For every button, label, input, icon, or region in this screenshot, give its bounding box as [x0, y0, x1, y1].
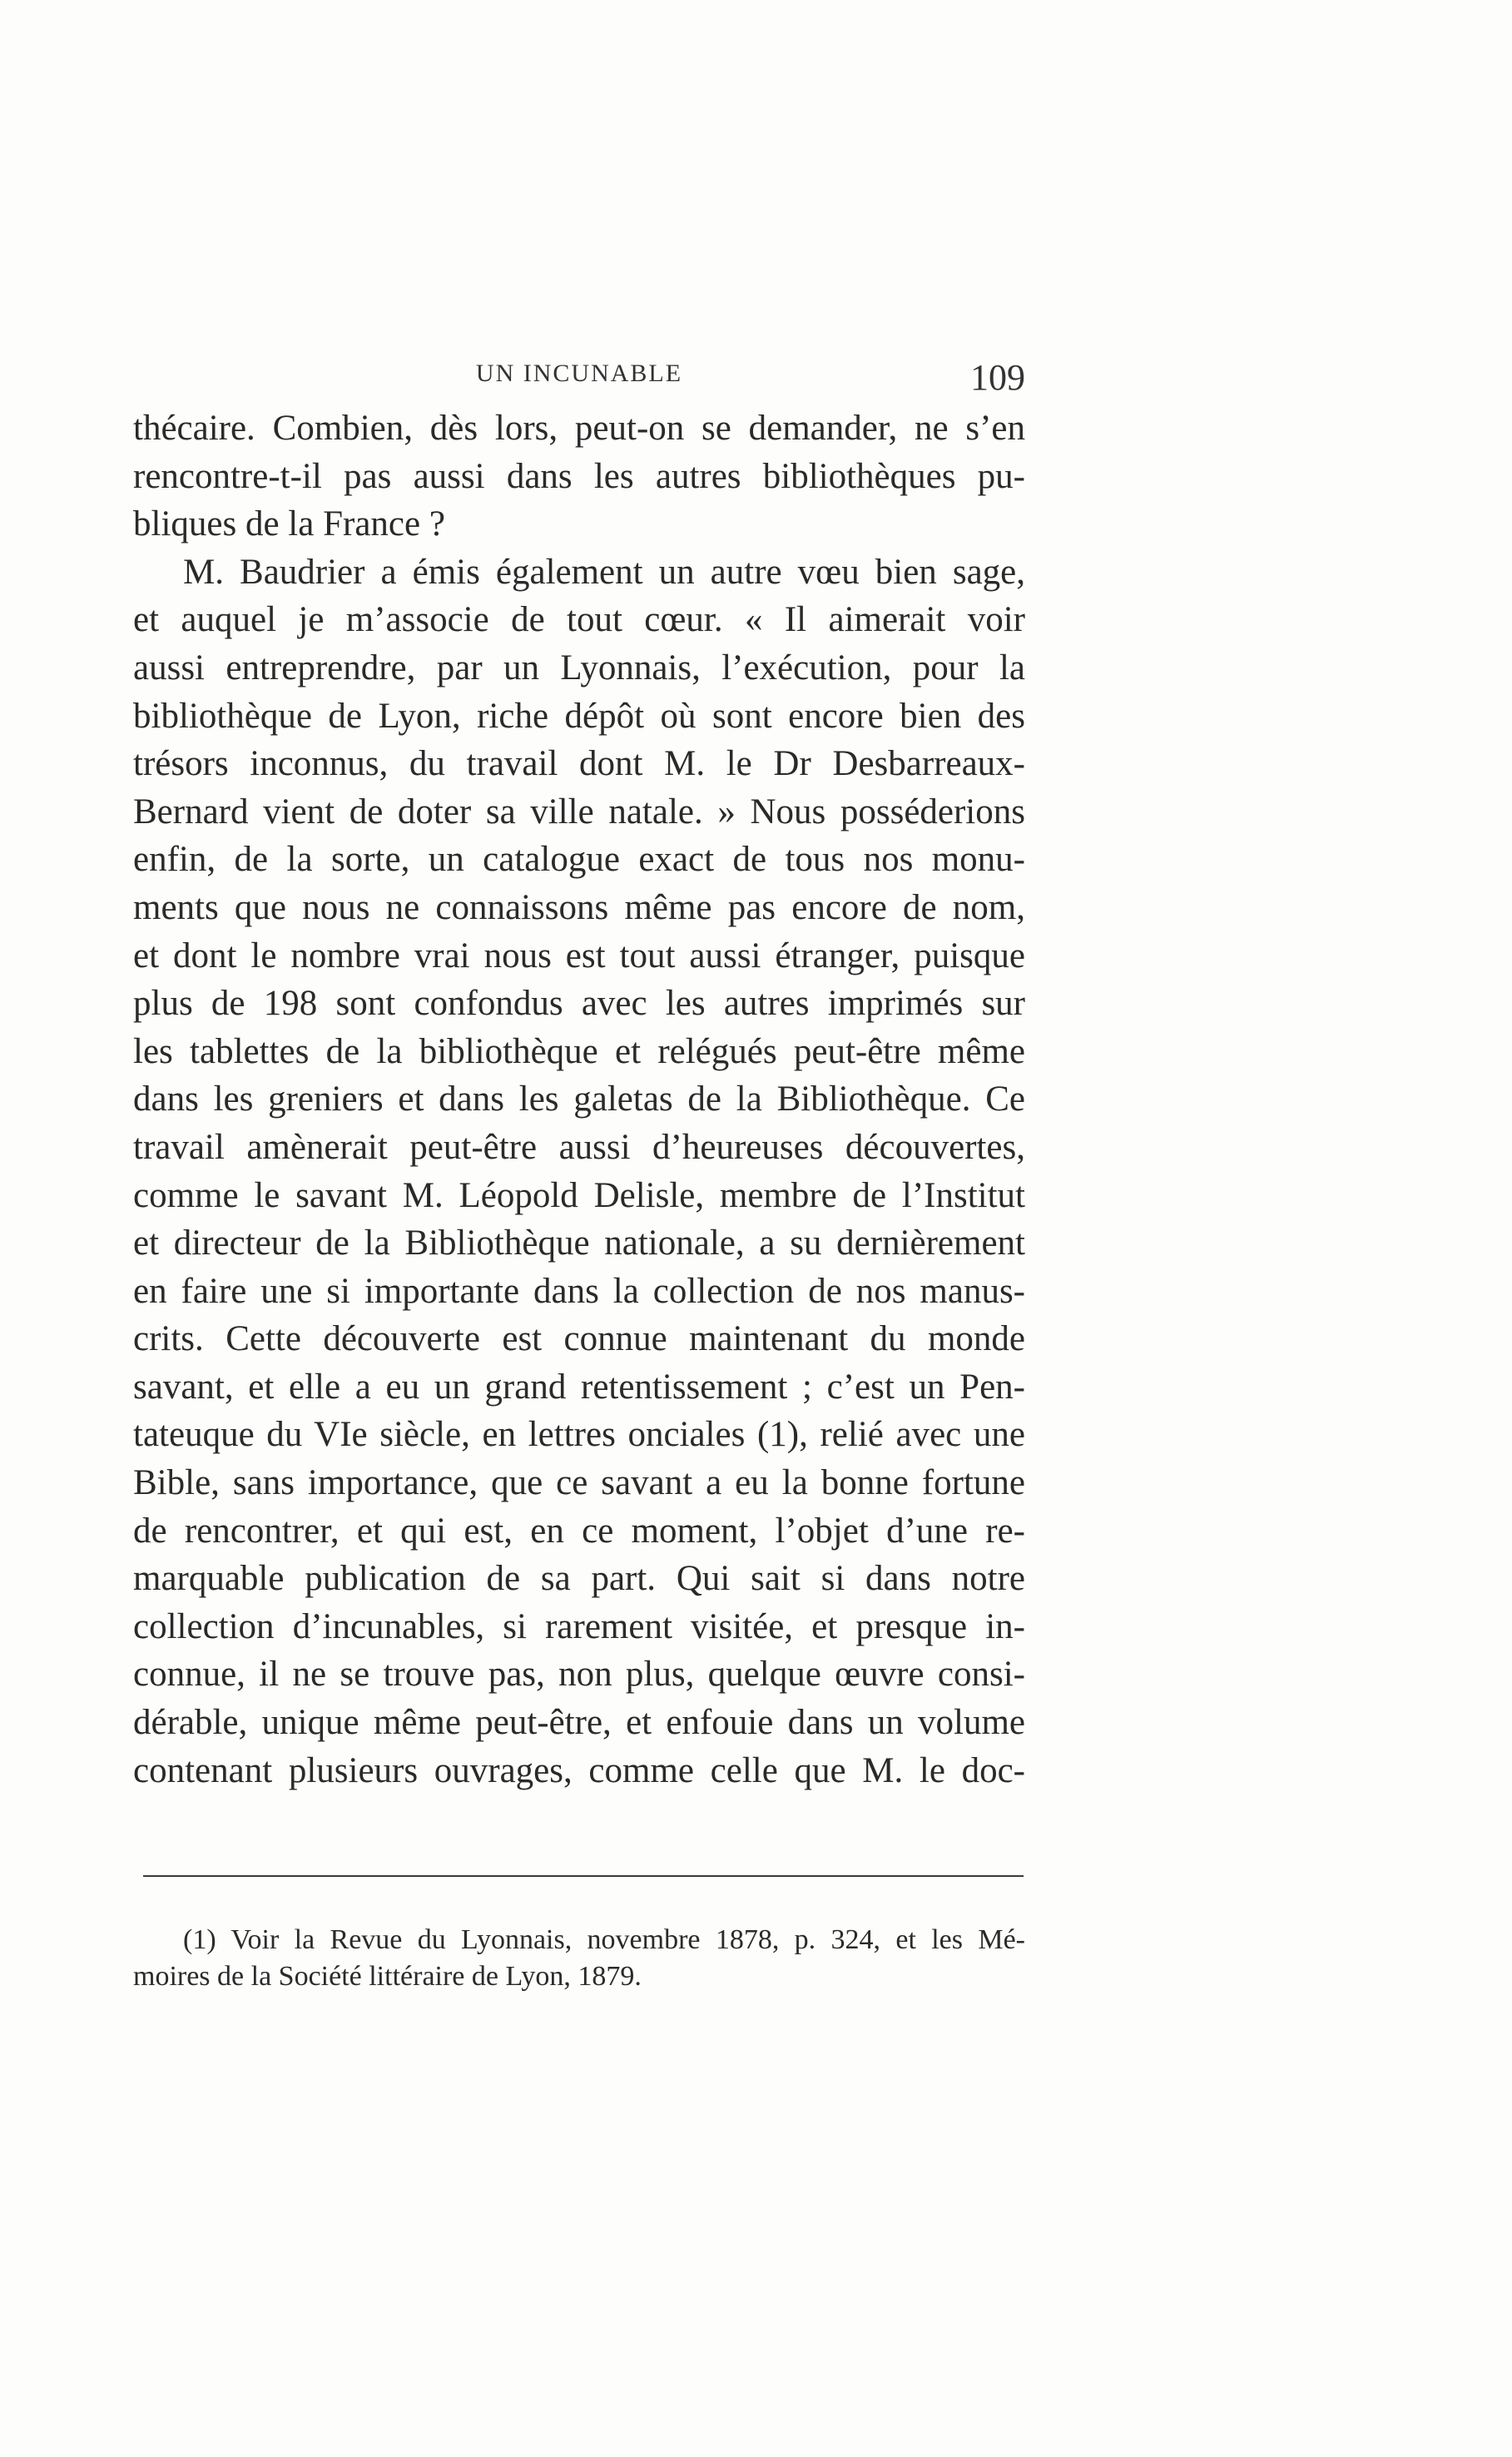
text-line: collection d’incunables, si rarement visitée, et presque in- — [133, 1606, 1025, 1646]
text-line: bliques de la France ? — [133, 504, 445, 544]
text-line: thécaire. Combien, dès lors, peut-on se demander, ne s’en — [133, 409, 1025, 448]
text-line: dérable, unique même peut-être, et enfouie dans un volume — [133, 1703, 1025, 1743]
text-line: enfin, de la sorte, un catalogue exact de tous nos monu- — [133, 840, 1025, 880]
footnote-line: (1) Voir la Revue du Lyonnais, novembre 1878, p. 324, et les Mé- — [183, 1924, 1025, 1955]
page-header — [133, 356, 1025, 406]
footnotes — [133, 1922, 1025, 1995]
text-line: bibliothèque de Lyon, riche dépôt où sont encore bien des — [133, 696, 1025, 736]
text-line: plus de 198 sont confondus avec les autres imprimés sur — [133, 984, 1025, 1024]
footnote-divider — [143, 1875, 1024, 1877]
text-line: en faire une si importante dans la collection de nos manus- — [133, 1271, 1025, 1311]
text-line: les tablettes de la bibliothèque et relégués peut-être même — [133, 1031, 1025, 1071]
text-line: savant, et elle a eu un grand retentissement ; c’est un Pen- — [133, 1367, 1025, 1407]
text-line: crits. Cette découverte est connue maintenant du monde — [133, 1319, 1025, 1359]
text-line: rencontre-t-il pas aussi dans les autres bibliothèques pu- — [133, 456, 1025, 496]
text-line: de rencontrer, et qui est, en ce moment, l’objet d’une re- — [133, 1511, 1025, 1551]
text-line: M. Baudrier a émis également un autre vœu bien sage, — [183, 552, 1025, 592]
text-line: dans les greniers et dans les galetas de la Bibliothèque. Ce — [133, 1080, 1025, 1119]
text-line: travail amènerait peut-être aussi d’heureuses découvertes, — [133, 1127, 1025, 1167]
footnote-line: moires de la Société littéraire de Lyon, 1879. — [133, 1961, 642, 1992]
text-line: et directeur de la Bibliothèque nationale, a su dernièrement — [133, 1224, 1025, 1263]
text-line: ments que nous ne connaissons même pas encore de nom, — [133, 887, 1025, 927]
text-line: aussi entreprendre, par un Lyonnais, l’exécution, pour la — [133, 648, 1025, 687]
text-line: tateuque du VIe siècle, en lettres onciales (1), relié avec une — [133, 1415, 1025, 1455]
text-line: contenant plusieurs ouvrages, comme celle que M. le doc- — [133, 1750, 1025, 1790]
text-line: trésors inconnus, du travail dont M. le Dr Desbarreaux- — [133, 744, 1025, 784]
page-number: 109 — [970, 357, 1025, 398]
text-line: Bible, sans importance, que ce savant a eu la bonne fortune — [133, 1463, 1025, 1503]
body-text — [133, 405, 1025, 1794]
text-line: Bernard vient de doter sa ville natale. » Nous posséderions — [133, 792, 1025, 831]
text-line: et auquel je m’associe de tout cœur. « Il aimerait voir — [133, 600, 1025, 640]
text-line: et dont le nombre vrai nous est tout aussi étranger, puisque — [133, 936, 1025, 975]
text-line: comme le savant M. Léopold Delisle, membre de l’Institut — [133, 1175, 1025, 1215]
text-line: marquable publication de sa part. Qui sait si dans notre — [133, 1559, 1025, 1599]
text-line: connue, il ne se trouve pas, non plus, quelque œuvre consi- — [133, 1655, 1025, 1695]
running-title: UN INCUNABLE — [475, 360, 683, 387]
